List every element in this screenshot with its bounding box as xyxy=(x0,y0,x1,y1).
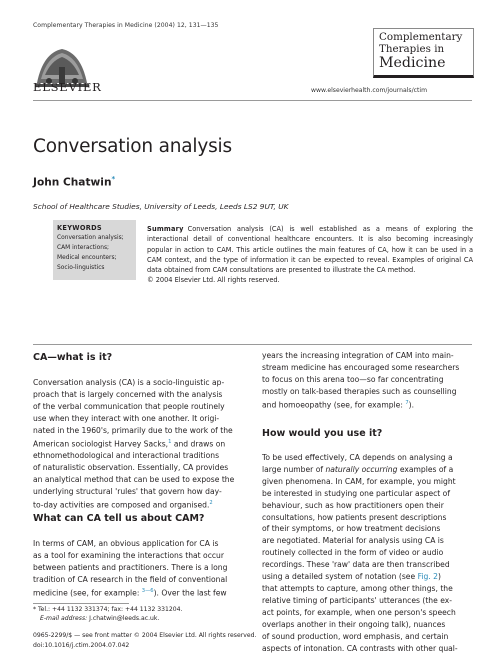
text-line xyxy=(262,571,472,583)
text-line: Conversation analysis (CA) is a socio-linguistic ap- xyxy=(33,378,225,387)
text-fragment: examples of a xyxy=(399,464,454,474)
text-fragment: ). xyxy=(408,400,415,410)
text-line xyxy=(262,464,472,476)
text-line xyxy=(262,398,472,411)
text-line xyxy=(33,586,241,599)
keywords-box xyxy=(53,220,136,280)
text-line: nated in the 1960's, primarily due to the work of the xyxy=(33,425,233,435)
text-fragment: and draws on xyxy=(171,439,226,449)
text-line: tradition of CA research in the field of conventional xyxy=(33,574,228,584)
keywords-heading: KEYWORDS xyxy=(57,224,102,232)
header-rule xyxy=(33,100,472,101)
text-fragment: American sociologist Harvey Sacks, xyxy=(33,439,169,449)
journal-url[interactable]: www.elsevierhealth.com/journals/ctim xyxy=(311,87,428,94)
doi-line[interactable]: doi:10.1016/j.ctim.2004.07.042 xyxy=(33,642,130,649)
text-line: of sound production, word emphasis, and certain xyxy=(262,631,449,641)
keyword-item: Conversation analysis; xyxy=(57,235,124,241)
text-line: between patients and practitioners. There is a long xyxy=(33,562,228,572)
text-fragment: using a detailed system of notation (see xyxy=(262,572,416,582)
text-line: of their symptoms, or how treatment decisions xyxy=(262,524,441,534)
text-line: routinely collected in the form of video or audio xyxy=(262,548,444,558)
text-fragment: medicine (see, for example: xyxy=(33,588,140,598)
text-fragment: large number of xyxy=(262,464,324,474)
author-name xyxy=(33,175,115,189)
text-line: In terms of CAM, an obvious application for CA is xyxy=(33,539,219,548)
text-fragment: to-day activities are composed and organised. xyxy=(33,500,210,510)
text-line: as a tool for examining the interactions that occur xyxy=(33,550,224,560)
text-line: act points, for example, when one person's speech xyxy=(262,607,456,617)
footnote-phone: Tel.: +44 1132 331374; fax: +44 1132 331204. xyxy=(37,606,183,613)
footnote-rule xyxy=(33,603,129,604)
author-footnote xyxy=(33,605,243,623)
citation-link[interactable]: 2 xyxy=(209,499,213,506)
citation-link[interactable]: 3—6 xyxy=(141,587,154,594)
text-line: an analytical method that can be used to expose the xyxy=(33,474,235,484)
text-fragment: ) xyxy=(437,572,441,582)
author-name-text: John Chatwin xyxy=(33,176,112,189)
publisher-wordmark: ELSEVIER xyxy=(33,80,102,94)
text-line: given phenomena. In CAM, for example, you might xyxy=(262,476,456,486)
text-line: of naturalistic observation. Essentially, CA provides xyxy=(33,462,229,472)
summary-text: Conversation analysis (CA) is well established as a means of exploring the interactional detail of conventional healthcare encounters. It is also becoming increasingly popular in action to CAM. This article outlines the main features of CA, how it can be used in a CAM context, and the type of information it can be expected to reveal. Examples of original CA data obtained from CAM consultations are presented to illustrate the CA method. xyxy=(147,225,473,275)
affiliation: School of Healthcare Studies, University of Leeds, Leeds LS2 9UT, UK xyxy=(33,202,289,211)
text-line: ethnomethodological and interactional traditions xyxy=(33,450,220,460)
section-heading-what-can-ca: What can CA tell us about CAM? xyxy=(33,513,205,524)
footnote-email-line xyxy=(33,614,243,623)
running-head: Complementary Therapies in Medicine (2004) 12, 131—135 xyxy=(33,22,219,29)
journal-line-3: Medicine xyxy=(379,55,446,71)
footnote-contact xyxy=(33,605,243,614)
copyright-line: © 2004 Elsevier Ltd. All rights reserved. xyxy=(147,276,280,285)
text-line: recordings. These 'raw' data are then transcribed xyxy=(262,560,450,570)
text-line: stream medicine has encouraged some researchers xyxy=(262,362,460,372)
section-heading-ca-what: CA—what is it? xyxy=(33,352,113,363)
footnote-mark: * xyxy=(33,606,37,613)
text-line: years the increasing integration of CAM into main- xyxy=(262,351,454,360)
left-paragraph-1 xyxy=(33,377,241,511)
journal-title-box xyxy=(373,28,474,78)
abstract-rule xyxy=(33,344,472,345)
text-fragment: and homoeopathy (see, for example: xyxy=(262,400,403,410)
section-heading-how-use: How would you use it? xyxy=(262,428,383,439)
issn-line: 0965-2299/$ — see front matter © 2004 Elsevier Ltd. All rights reserved. xyxy=(33,632,257,639)
right-paragraph-2 xyxy=(262,452,472,654)
left-paragraph-2 xyxy=(33,538,241,599)
email-label: E-mail address: xyxy=(40,615,88,622)
text-line: that attempts to capture, among other things, the xyxy=(262,583,453,593)
emphasis-text: naturally occurring xyxy=(325,464,398,474)
text-line: behaviour, such as how practitioners open their xyxy=(262,500,444,510)
article-title: Conversation analysis xyxy=(33,136,232,157)
right-paragraph-1 xyxy=(262,350,472,411)
keyword-item: Medical encounters; xyxy=(57,255,117,261)
text-line: of the verbal communication that people routinely xyxy=(33,401,225,411)
text-line: To be used effectively, CA depends on analysing a xyxy=(262,453,453,462)
text-line: relative timing of participants' utterances (the ex- xyxy=(262,595,452,605)
text-line xyxy=(33,498,241,511)
keyword-item: Socio-linguistics xyxy=(57,265,105,271)
citation-link[interactable]: 7 xyxy=(405,399,409,406)
text-line xyxy=(33,437,241,450)
text-line: are negotiated. Material for analysis using CA is xyxy=(262,536,444,546)
text-line: be interested in studying one particular aspect of xyxy=(262,488,451,498)
abstract-summary xyxy=(147,224,473,286)
text-line: aspects of intonation. CA contrasts with other qual- xyxy=(262,643,458,653)
text-line: to focus on this arena too—so far concentrating xyxy=(262,374,444,384)
text-line: consultations, how patients present descriptions xyxy=(262,512,447,522)
text-line: mostly on talk-based therapies such as counselling xyxy=(262,386,457,396)
text-line: proach that is largely concerned with the analysis xyxy=(33,389,223,399)
journal-line-2: Therapies in xyxy=(379,43,445,55)
keyword-item: CAM interactions; xyxy=(57,245,110,251)
text-line: use when they interact with one another. It origi- xyxy=(33,413,220,423)
journal-line-1: Complementary xyxy=(379,31,463,43)
author-footnote-mark[interactable]: * xyxy=(111,175,116,183)
figure-link[interactable]: Fig. 2 xyxy=(417,572,438,582)
email-address[interactable]: J.chatwin@leeds.ac.uk. xyxy=(89,615,160,622)
text-fragment: ). Over the last few xyxy=(153,588,227,598)
citation-link[interactable]: 1 xyxy=(168,438,172,445)
summary-label: Summary xyxy=(147,225,184,233)
text-line: overlaps another in their ongoing talk), nuances xyxy=(262,619,446,629)
text-line: underlying structural 'rules' that govern how day- xyxy=(33,486,222,496)
